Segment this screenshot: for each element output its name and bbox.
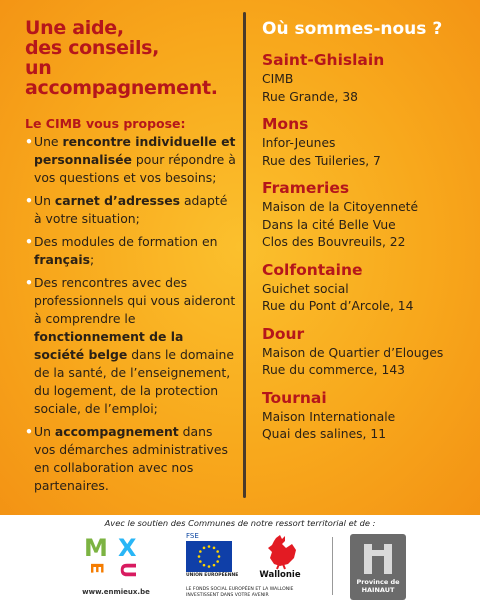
- eu-star: [208, 545, 211, 548]
- service-item: [25, 192, 237, 228]
- service-item-highlight: français: [34, 252, 91, 267]
- location-city: Mons: [262, 115, 309, 133]
- fse-label: FSE: [186, 532, 199, 540]
- enmieux-logo: [78, 532, 154, 602]
- eu-star: [218, 555, 221, 558]
- service-item-text: adapté à votre situation;: [34, 193, 228, 226]
- enmieux-letter: E: [85, 562, 106, 574]
- eu-star: [216, 560, 219, 563]
- headline-line: un accompagnement.: [25, 57, 218, 99]
- sponsor-footer: [0, 515, 480, 603]
- locations-title: Où sommes-nous ?: [262, 19, 443, 39]
- location-city: Frameries: [262, 179, 350, 197]
- eu-star: [203, 547, 206, 550]
- eu-label: UNION EUROPÉENNE: [186, 573, 239, 578]
- headline-line: des conseils,: [25, 37, 160, 59]
- service-item-highlight: rencontre individuelle et personnalisée: [34, 134, 236, 167]
- location-entry: [262, 178, 472, 252]
- enmieux-letter: X: [118, 534, 137, 562]
- location-address-line: Rue Grande, 38: [262, 89, 359, 104]
- propose-heading: Le CIMB vous propose:: [25, 116, 186, 131]
- service-item-highlight: accompagnement: [54, 424, 179, 439]
- service-item-text: Un: [34, 424, 55, 439]
- headline-line: Une aide,: [25, 17, 124, 39]
- location-address-line: Quai des salines, 11: [262, 427, 387, 441]
- service-item-text: ;: [90, 252, 95, 267]
- location-address-line: CIMB: [262, 72, 294, 86]
- eu-star: [216, 550, 219, 553]
- eu-flag-icon: [186, 541, 232, 572]
- location-city: Tournai: [262, 388, 327, 407]
- right-column: [262, 18, 472, 452]
- eu-star: [199, 550, 202, 553]
- location-entry: [262, 260, 472, 316]
- hainaut-label-line: HAINAUT: [361, 585, 395, 594]
- location-address-line: Clos des Bouvreuils, 22: [262, 235, 406, 249]
- location-address-line: Dans la cité Belle Vue: [262, 217, 396, 232]
- location-entry: [262, 114, 472, 170]
- eu-star: [213, 564, 216, 567]
- wallonie-logo: [254, 534, 306, 584]
- location-address-line: Rue du commerce, 143: [262, 363, 405, 377]
- enmieux-letter: U: [116, 561, 141, 579]
- service-item-highlight: fonctionnement de la société belge: [34, 329, 184, 362]
- location-address-line: Guichet social: [262, 281, 349, 296]
- eu-star: [208, 565, 211, 568]
- service-item: [25, 423, 237, 495]
- locations-list: [262, 50, 472, 444]
- left-column: [25, 18, 237, 500]
- footer-separator: [332, 537, 333, 595]
- wallonie-rooster-icon: [254, 534, 306, 570]
- location-entry: [262, 50, 472, 106]
- services-list: [25, 133, 237, 495]
- service-item: [25, 274, 237, 418]
- service-item-text: Un: [34, 193, 55, 208]
- location-city: Saint-Ghislain: [262, 51, 385, 69]
- service-item: [25, 233, 237, 269]
- hainaut-label-line: Province de: [356, 578, 400, 586]
- location-entry: [262, 324, 472, 380]
- service-item: [25, 133, 237, 187]
- location-address-line: Maison de Quartier d’Elouges: [262, 345, 444, 360]
- enmieux-url: www.enmieux.be: [82, 588, 150, 596]
- location-address-line: Maison de la Citoyenneté: [262, 200, 419, 214]
- eu-star: [213, 547, 216, 550]
- eu-star: [203, 564, 206, 567]
- eu-star: [199, 560, 202, 563]
- column-divider: [243, 12, 246, 498]
- wallonie-label: Wallonie: [259, 570, 301, 580]
- hainaut-label: [350, 579, 406, 594]
- enmieux-letter: M: [84, 534, 108, 562]
- location-entry: [262, 388, 472, 444]
- location-address-line: Rue des Tuileries, 7: [262, 153, 381, 168]
- location-city: Dour: [262, 324, 305, 343]
- location-address-line: Rue du Pont d’Arcole, 14: [262, 299, 414, 313]
- service-item-text: Une: [34, 134, 63, 149]
- service-item-text: dans le domaine de la santé, de l’enseignement, du logement, de la protection sociale, de l’emploi;: [34, 347, 235, 416]
- fse-text: LE FONDS SOCIAL EUROPÉEN ET LA WALLONIE INVESTISSENT DANS VOTRE AVENIR: [186, 587, 294, 598]
- hainaut-logo: [350, 534, 406, 600]
- service-item-text: pour répondre à vos questions et vos besoins;: [34, 152, 236, 185]
- location-address-line: Maison Internationale: [262, 409, 396, 424]
- service-item-text: Des modules de formation en: [34, 234, 218, 249]
- eu-star: [198, 555, 201, 558]
- service-item-text: Des rencontres avec des professionnels qui vous aideront à comprendre le: [34, 275, 236, 326]
- location-address-line: Infor-Jeunes: [262, 136, 336, 150]
- headline: [25, 18, 237, 98]
- service-item-text: dans vos démarches administratives en collaboration avec nos partenaires.: [34, 424, 228, 493]
- location-city: Colfontaine: [262, 260, 363, 279]
- support-text: Avec le soutien des Communes de notre ressort territorial et de :: [104, 518, 376, 528]
- service-item-highlight: carnet d’adresses: [54, 193, 181, 208]
